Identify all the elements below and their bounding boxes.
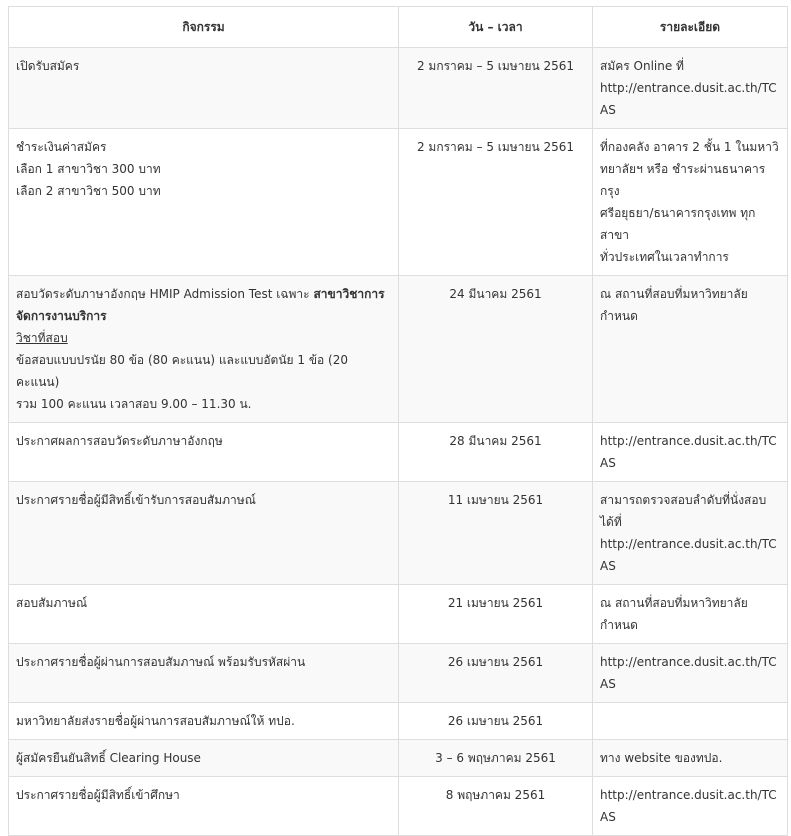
details-cell [593, 482, 788, 585]
details-cell [593, 48, 788, 129]
activity-cell [9, 703, 399, 740]
header-date-time: วัน – เวลา [399, 7, 593, 48]
date-cell: 21 เมษายน 2561 [399, 585, 593, 644]
details-text: ได้ที่ [600, 515, 622, 529]
schedule-table [8, 6, 788, 836]
details-text: ทาง website ของทปอ. [600, 751, 723, 765]
activity-text: ผู้สมัครยืนยันสิทธิ์ Clearing House [16, 751, 201, 765]
activity-text: เลือก 2 สาขาวิชา 500 บาท [16, 184, 161, 198]
details-cell [593, 585, 788, 644]
table-row [9, 703, 788, 740]
date-cell: 24 มีนาคม 2561 [399, 276, 593, 423]
details-cell [593, 777, 788, 836]
activity-text: ข้อสอบแบบปรนัย 80 ข้อ (80 คะแนน) และแบบอัตนัย 1 ข้อ (20 คะแนน) [16, 353, 348, 389]
details-link[interactable]: http://entrance.dusit.ac.th/TCAS [600, 537, 777, 573]
details-cell [593, 276, 788, 423]
table-row [9, 276, 788, 423]
table-row [9, 482, 788, 585]
activity-text: มหาวิทยาลัยส่งรายชื่อผู้ผ่านการสอบสัมภาษณ์ให้ ทปอ. [16, 714, 295, 728]
activity-text: ประกาศรายชื่อผู้มีสิทธิ์เข้ารับการสอบสัมภาษณ์ [16, 493, 256, 507]
details-cell [593, 740, 788, 777]
date-cell: 2 มกราคม – 5 เมษายน 2561 [399, 48, 593, 129]
activity-cell [9, 276, 399, 423]
activity-text: ชำระเงินค่าสมัคร [16, 140, 107, 154]
table-row [9, 129, 788, 276]
details-text: ที่กองคลัง อาคาร 2 ชั้น 1 ในมหาวิ [600, 140, 779, 154]
details-text: ณ สถานที่สอบที่มหาวิทยาลัยกำหนด [600, 596, 748, 632]
activity-text: สอบวัดระดับภาษาอังกฤษ HMIP Admission Test เฉพาะ [16, 287, 310, 301]
activity-cell [9, 482, 399, 585]
activity-cell [9, 585, 399, 644]
details-link[interactable]: http://entrance.dusit.ac.th/TCAS [600, 434, 777, 470]
details-text: ทยาลัยฯ หรือ ชำระผ่านธนาคารกรุง [600, 162, 766, 198]
details-text: ทั่วประเทศในเวลาทำการ [600, 250, 729, 264]
activity-cell [9, 48, 399, 129]
table-row [9, 585, 788, 644]
details-text: สามารถตรวจสอบลำดับที่นั่งสอบ [600, 493, 767, 507]
activity-underline-text: วิชาที่สอบ [16, 331, 68, 345]
table-row [9, 740, 788, 777]
details-cell [593, 423, 788, 482]
details-cell [593, 644, 788, 703]
activity-text: สอบสัมภาษณ์ [16, 596, 88, 610]
activity-text: เลือก 1 สาขาวิชา 300 บาท [16, 162, 161, 176]
table-row [9, 423, 788, 482]
activity-bold-text: สาขาวิชาการจัดการงานบริการ [16, 287, 385, 323]
details-link[interactable]: http://entrance.dusit.ac.th/TCAS [600, 788, 777, 824]
details-cell [593, 703, 788, 740]
activity-text: รวม 100 คะแนน เวลาสอบ 9.00 – 11.30 น. [16, 397, 252, 411]
details-text: ณ สถานที่สอบที่มหาวิทยาลัยกำหนด [600, 287, 748, 323]
table-row [9, 644, 788, 703]
details-text: สมัคร Online ที่ [600, 59, 684, 73]
date-cell: 26 เมษายน 2561 [399, 644, 593, 703]
activity-cell [9, 740, 399, 777]
date-cell: 28 มีนาคม 2561 [399, 423, 593, 482]
details-cell [593, 129, 788, 276]
activity-text: ประกาศผลการสอบวัดระดับภาษาอังกฤษ [16, 434, 223, 448]
date-cell: 26 เมษายน 2561 [399, 703, 593, 740]
header-activity: กิจกรรม [9, 7, 399, 48]
activity-cell [9, 129, 399, 276]
table-body [9, 48, 788, 836]
date-cell: 11 เมษายน 2561 [399, 482, 593, 585]
table-row [9, 777, 788, 836]
activity-text: ประกาศรายชื่อผู้ผ่านการสอบสัมภาษณ์ พร้อมรับรหัสผ่าน [16, 655, 306, 669]
activity-text: เปิดรับสมัคร [16, 59, 80, 73]
date-cell: 2 มกราคม – 5 เมษายน 2561 [399, 129, 593, 276]
table-header [9, 7, 788, 48]
date-cell: 8 พฤษภาคม 2561 [399, 777, 593, 836]
header-details: รายละเอียด [593, 7, 788, 48]
date-cell: 3 – 6 พฤษภาคม 2561 [399, 740, 593, 777]
details-text: ศรีอยุธยา/ธนาคารกรุงเทพ ทุกสาขา [600, 206, 756, 242]
header-row [9, 7, 788, 48]
activity-cell [9, 777, 399, 836]
details-link[interactable]: http://entrance.dusit.ac.th/TCAS [600, 655, 777, 691]
details-link[interactable]: http://entrance.dusit.ac.th/TCAS [600, 81, 777, 117]
activity-cell [9, 644, 399, 703]
table-row [9, 48, 788, 129]
activity-text: ประกาศรายชื่อผู้มีสิทธิ์เข้าศึกษา [16, 788, 180, 802]
activity-cell [9, 423, 399, 482]
